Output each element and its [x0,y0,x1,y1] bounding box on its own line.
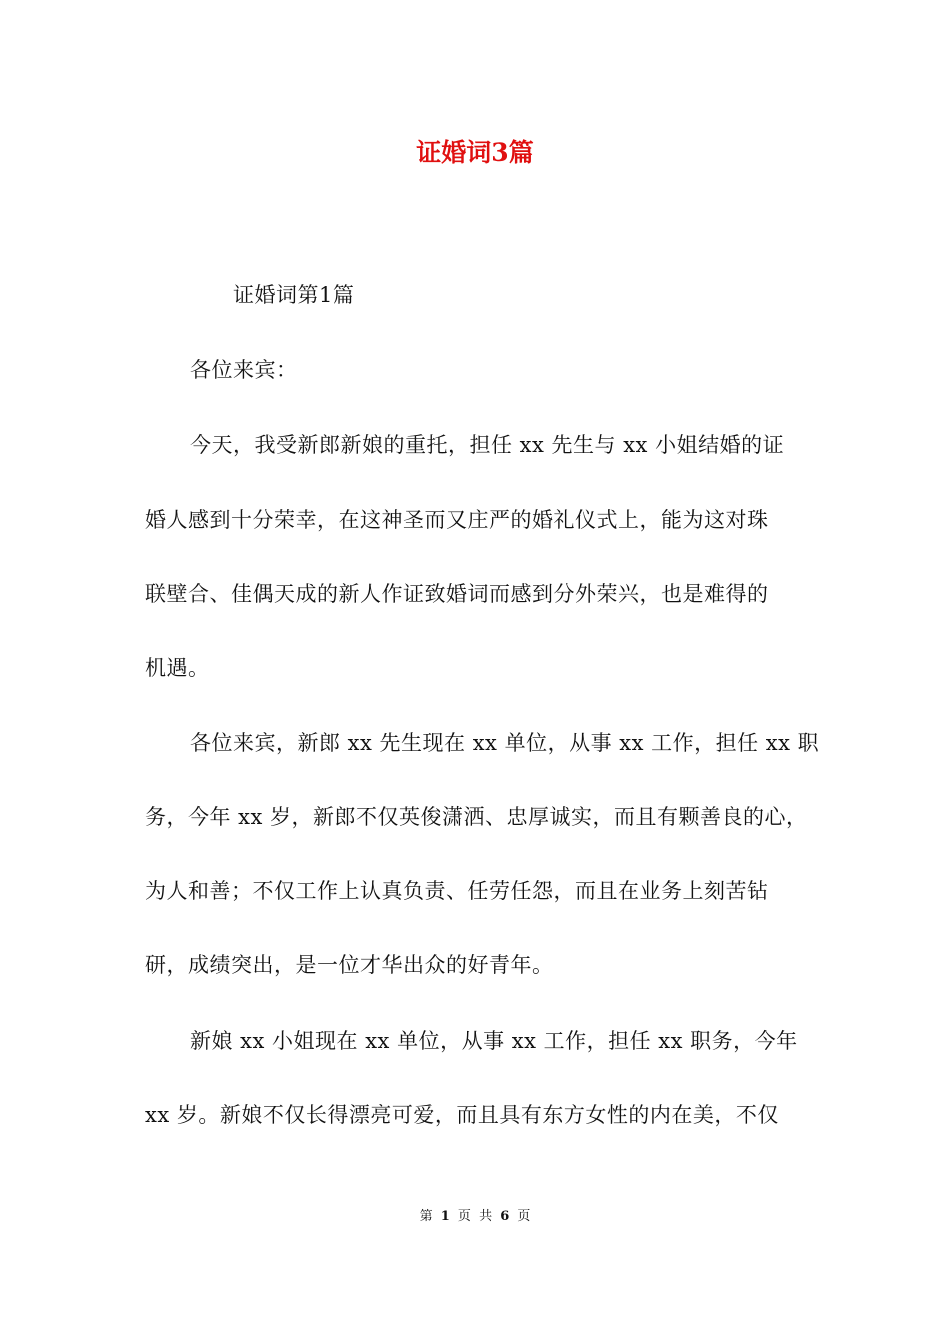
paragraph-line: 婚人感到十分荣幸，在这神圣而又庄严的婚礼仪式上，能为这对珠 [145,508,769,532]
footer-total-unit: 页 [517,1209,531,1224]
footer-total-pages: 6 [500,1209,510,1224]
paragraph-line: 为人和善；不仅工作上认真负责、任劳任怨，而且在业务上刻苦钻 [145,879,769,903]
paragraph-line: 今天，我受新郎新娘的重托，担任 xx 先生与 xx 小姐结婚的证 [190,433,785,457]
footer-prefix: 第 [419,1209,433,1224]
footer-page-unit: 页 [457,1209,471,1224]
paragraph-line: 新娘 xx 小姐现在 xx 单位，从事 xx 工作，担任 xx 职务，今年 [190,1029,798,1053]
paragraph-line: 各位来宾，新郎 xx 先生现在 xx 单位，从事 xx 工作，担任 xx 职 [190,731,820,755]
paragraph-line: 机遇。 [145,656,210,680]
paragraph-line: 联壁合、佳偶天成的新人作证致婚词而感到分外荣兴，也是难得的 [145,582,769,606]
page-footer [0,1208,950,1226]
paragraph-line: 各位来宾： [190,358,298,382]
paragraph-line: 研，成绩突出，是一位才华出众的好青年。 [145,953,554,977]
section-heading: 证婚词第1篇 [233,283,355,307]
document-title: 证婚词3篇 [416,138,534,167]
paragraph-line: 务，今年 xx 岁，新郎不仅英俊潇洒、忠厚诚实，而且有颗善良的心， [145,805,808,829]
paragraph-line: xx 岁。新娘不仅长得漂亮可爱，而且具有东方女性的内在美，不仅 [145,1103,779,1127]
footer-total-prefix: 共 [479,1209,493,1224]
footer-current-page: 1 [440,1209,450,1224]
